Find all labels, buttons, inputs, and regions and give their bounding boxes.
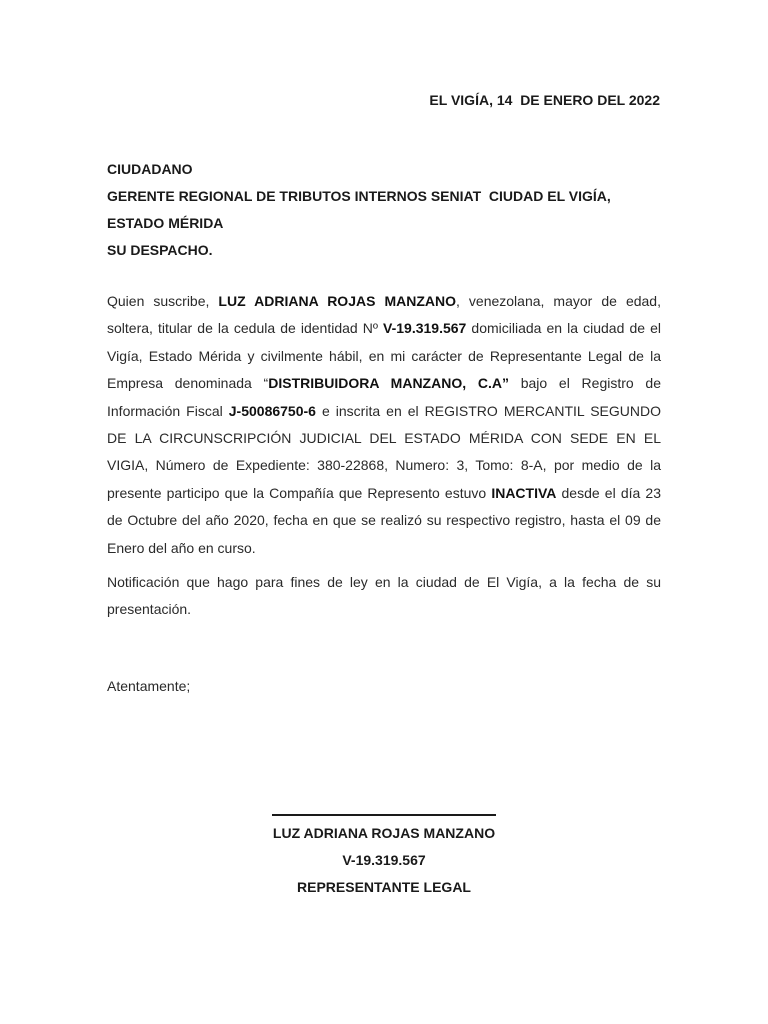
signer-id-inline: V-19.319.567 [383, 320, 467, 337]
company-status: INACTIVA [491, 484, 557, 501]
company-name: DISTRIBUIDORA MANZANO, C.A” [268, 375, 509, 392]
recipient-state: ESTADO MÉRIDA [107, 215, 224, 231]
signature-name: LUZ ADRIANA ROJAS MANZANO [272, 825, 496, 841]
closing-phrase: Atentamente; [107, 678, 191, 694]
body-text-segment: , venezolana, mayor de edad, soltera, titular de la cedula de identidad Nº [107, 293, 661, 337]
signature-block [234, 800, 534, 901]
signature-id: V-19.319.567 [342, 852, 426, 868]
letter-body [107, 288, 661, 631]
body-text-segment: e inscrita en el REGISTRO MERCANTIL SEGUNDO DE LA CIRCUNSCRIPCIÓN JUDICIAL DEL ESTADO MÉRIDA CON SEDE EN EL VIGIA, Número de Expediente: 380-22868, Numero: 3, Tomo: 8-A, por medio de la presente participo que la Compañía que Represento estuvo [107, 402, 662, 501]
recipient-position: GERENTE REGIONAL DE TRIBUTOS INTERNOS SENIAT CIUDAD EL VIGÍA, [107, 188, 611, 204]
body-paragraph-1 [107, 288, 661, 562]
body-text-segment: bajo el Registro de Información Fiscal [107, 375, 661, 419]
recipient-office: SU DESPACHO. [107, 242, 213, 258]
recipient-block [107, 156, 667, 264]
signer-name-inline: LUZ ADRIANA ROJAS MANZANO [218, 293, 456, 309]
recipient-salutation: CIUDADANO [107, 161, 193, 177]
rif-number: J-50086750-6 [228, 402, 316, 419]
body-text-segment: Quien suscribe, [107, 293, 219, 309]
letter-date: EL VIGÍA, 14 DE ENERO DEL 2022 [429, 92, 660, 108]
body-text-segment: desde el día 23 de Octubre del año 2020, fecha en que se realizó su respectivo registro, hasta el 09 de Enero del año en curso. [107, 484, 661, 556]
signature-line [272, 800, 496, 816]
body-paragraph-2: Notificación que hago para fines de ley en la ciudad de El Vigía, a la fecha de su presentación. [107, 574, 661, 618]
body-text-segment: domiciliada en la ciudad de el Vigía, Estado Mérida y civilmente hábil, en mi carácter de Representante Legal de la Empresa denominada “ [107, 320, 661, 392]
signature-title: REPRESENTANTE LEGAL [297, 879, 471, 895]
